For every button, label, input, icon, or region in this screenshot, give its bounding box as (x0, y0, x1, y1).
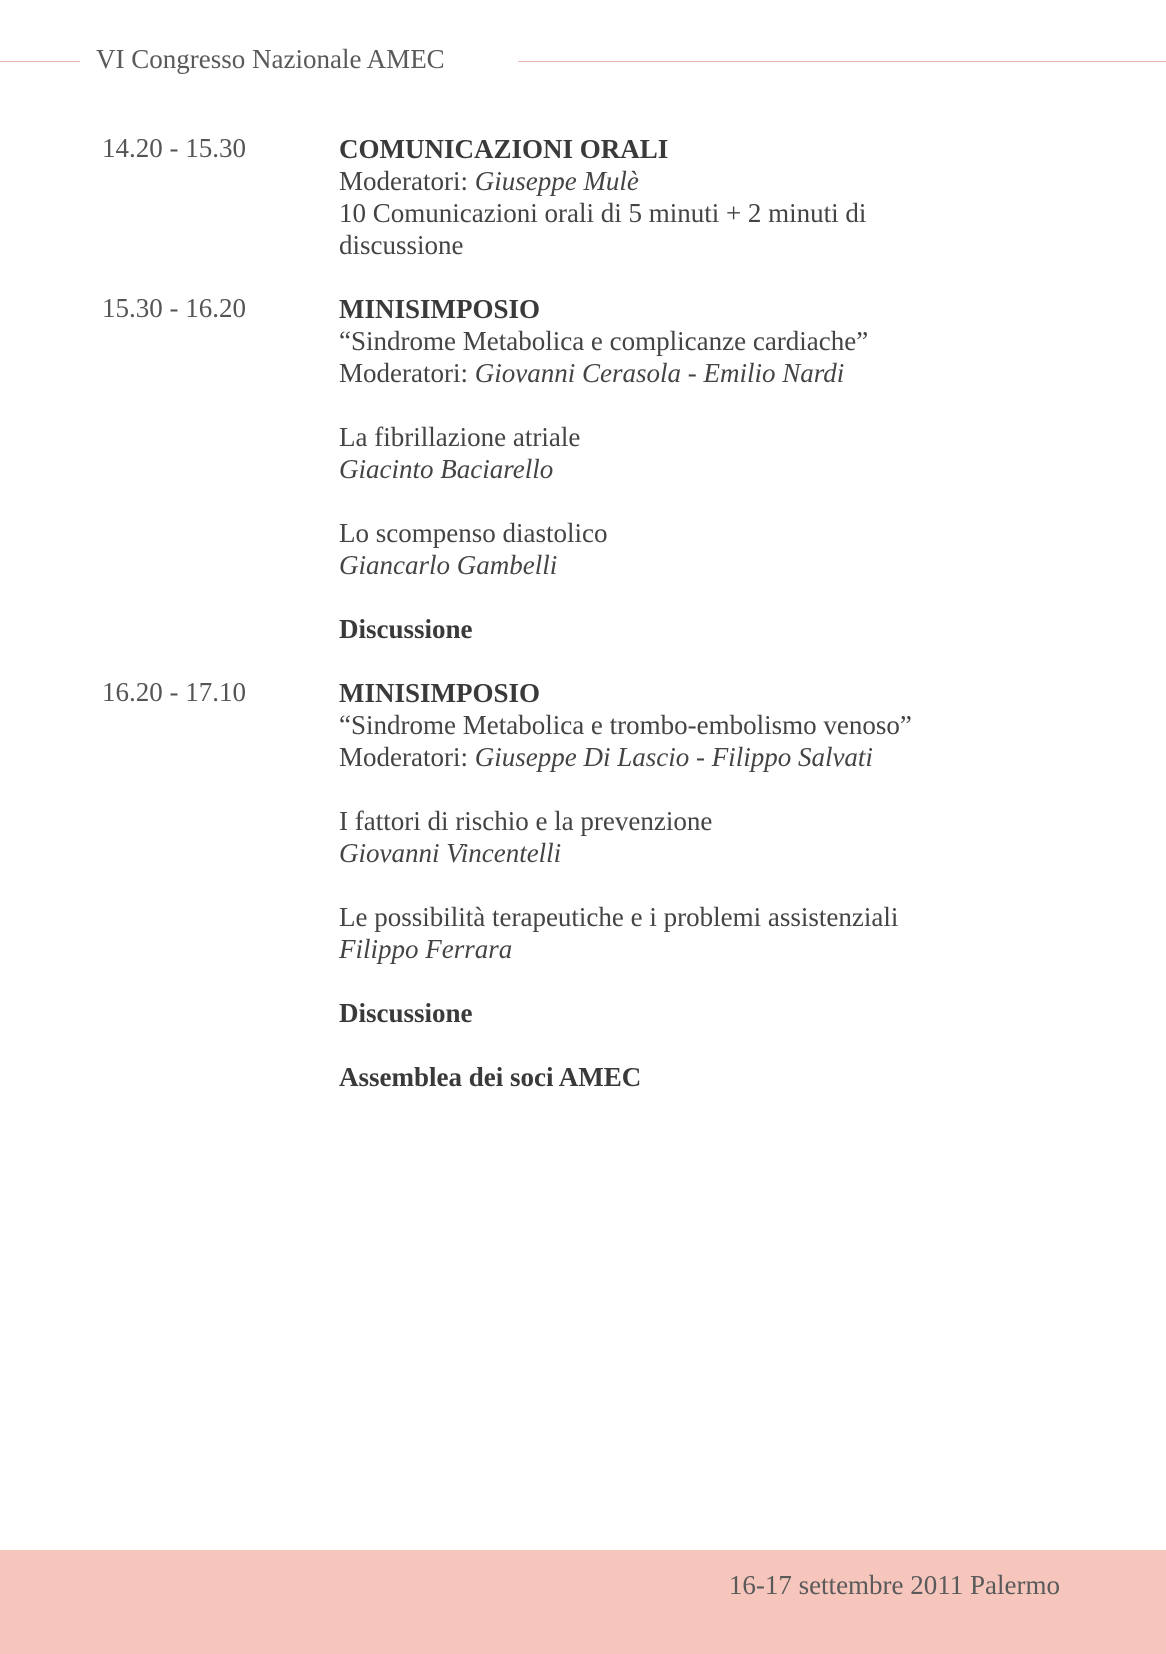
talk-title: La fibrillazione atriale (339, 422, 581, 452)
session-content (339, 677, 1039, 1093)
session-subtitle: “Sindrome Metabolica e complicanze cardiache” (339, 326, 869, 356)
session-time: 14.20 - 15.30 (102, 133, 246, 163)
session-note-continued: discussione (339, 230, 464, 260)
session-time: 16.20 - 17.10 (102, 677, 246, 707)
session-content (339, 133, 1039, 261)
moderators-line (339, 741, 1039, 773)
session-content (339, 293, 1039, 645)
session-note: 10 Comunicazioni orali di 5 minuti + 2 minuti di (339, 198, 867, 228)
header-rule-right (518, 61, 1166, 62)
header-rule-left (0, 61, 80, 62)
moderators-label: Moderatori: (339, 742, 475, 772)
moderators-names: Giovanni Cerasola - Emilio Nardi (474, 358, 845, 388)
session-title: MINISIMPOSIO (339, 678, 541, 708)
session-time: 15.30 - 16.20 (102, 293, 246, 323)
page-footer (0, 1550, 1166, 1654)
session-title: COMUNICAZIONI ORALI (339, 134, 669, 164)
header-title: VI Congresso Nazionale AMEC (96, 44, 445, 74)
talk-speaker: Giovanni Vincentelli (339, 838, 562, 868)
discussion-label: Discussione (339, 998, 473, 1028)
moderators-names: Giuseppe Di Lascio - Filippo Salvati (474, 742, 873, 772)
talk-title: Le possibilità terapeutiche e i problemi assistenziali (339, 902, 899, 932)
page-header (0, 42, 1166, 86)
session-communications (0, 133, 1166, 261)
talk-title: I fattori di rischio e la prevenzione (339, 806, 713, 836)
session-subtitle: “Sindrome Metabolica e trombo-embolismo venoso” (339, 710, 912, 740)
session-minisymposium-cardiac (0, 293, 1166, 645)
moderators-line (339, 165, 1039, 197)
moderators-line (339, 357, 1039, 389)
moderators-names: Giuseppe Mulè (474, 166, 639, 196)
talk-speaker: Giancarlo Gambelli (339, 550, 558, 580)
assembly-label: Assemblea dei soci AMEC (339, 1062, 642, 1092)
session-title: MINISIMPOSIO (339, 294, 541, 324)
session-minisymposium-venous (0, 677, 1166, 1093)
talk-title: Lo scompenso diastolico (339, 518, 608, 548)
discussion-label: Discussione (339, 614, 473, 644)
footer-date-place: 16-17 settembre 2011 Palermo (728, 1570, 1060, 1600)
moderators-label: Moderatori: (339, 358, 475, 388)
talk-speaker: Filippo Ferrara (339, 934, 513, 964)
moderators-label: Moderatori: (339, 166, 475, 196)
program-schedule (0, 133, 1166, 1125)
talk-speaker: Giacinto Baciarello (339, 454, 554, 484)
